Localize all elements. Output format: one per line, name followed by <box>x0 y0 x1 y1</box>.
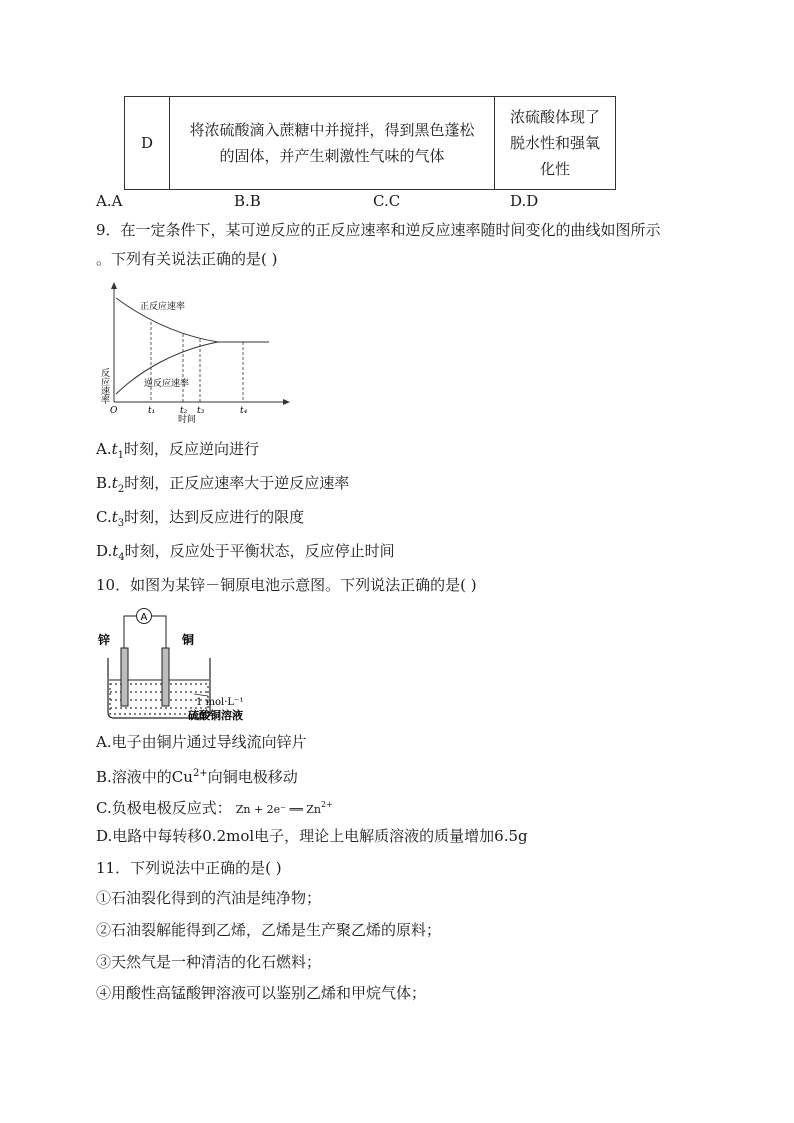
option-text: 向铜电极移动 <box>207 768 298 786</box>
tick-t2: t₂ <box>180 406 188 416</box>
time-subscript: 4 <box>118 552 125 563</box>
option-text: 时刻，反应逆向进行 <box>124 440 260 458</box>
ion-charge: 2+ <box>192 768 208 779</box>
x-axis-label: 时间 <box>178 415 197 424</box>
galvanic-cell-diagram <box>96 604 266 722</box>
option-text: 时刻，反应处于平衡状态，反应停止时间 <box>124 542 395 560</box>
tick-t4: t₄ <box>240 406 248 416</box>
ion-charge: 2+ <box>320 800 333 809</box>
leader-line <box>194 694 208 696</box>
option-prefix: B. <box>96 474 112 492</box>
q9-stem-line-1: 9．在一定条件下，某可逆反应的正反应速率和逆反应速率随时间变化的曲线如图所示 <box>96 221 661 239</box>
ammeter-label: A <box>140 612 148 623</box>
choice-b: B.B <box>234 192 261 210</box>
option-table <box>124 96 616 190</box>
q10-option-b <box>96 764 298 787</box>
option-text: B.溶液中的Cu <box>96 768 193 786</box>
forward-rate-label: 正反应速率 <box>140 302 186 312</box>
q11-item-3: ③天然气是一种清洁的化石燃料； <box>96 953 322 971</box>
origin-label: O <box>110 406 118 416</box>
q9-option-d <box>96 541 395 568</box>
equation: Zn + 2e⁻ ══ Zn <box>235 803 321 816</box>
q9-stem-line-2: 。下列有关说法正确的是( ) <box>96 250 278 268</box>
operation-line-1: 将浓硫酸滴入蔗糖中并搅拌，得到黑色蓬松 <box>189 121 475 139</box>
x-axis-arrow <box>283 399 290 405</box>
q9-option-b <box>96 473 349 500</box>
copper-label: 铜 <box>182 633 195 647</box>
wire-left <box>124 616 136 648</box>
option-text: C.负极电极反应式： <box>96 799 232 817</box>
forward-rate-curve <box>116 298 269 342</box>
tick-t1: t₁ <box>148 406 156 416</box>
option-text: 时刻，达到反应进行的限度 <box>124 508 305 526</box>
y-axis-label: 反应速率 <box>99 368 109 404</box>
q10-stem: 10．如图为某锌－铜原电池示意图。下列说法正确的是( ) <box>96 576 477 594</box>
zinc-label: 锌 <box>98 633 111 647</box>
tick-t3: t₃ <box>197 406 205 416</box>
reverse-rate-label: 逆反应速率 <box>144 379 190 389</box>
q11-item-4: ④用酸性高锰酸钾溶液可以鉴别乙烯和甲烷气体； <box>96 984 427 1002</box>
table-cell-label: D <box>125 97 170 190</box>
time-subscript: 3 <box>117 518 125 529</box>
wire-right <box>152 616 166 648</box>
zinc-electrode <box>121 648 128 706</box>
q11-item-1: ①石油裂化得到的汽油是纯净物； <box>96 889 322 907</box>
time-symbol: t <box>111 508 118 526</box>
choice-c: C.C <box>373 192 401 210</box>
time-subscript: 2 <box>117 484 125 495</box>
q11-item-2: ②石油裂解能得到乙烯，乙烯是生产聚乙烯的原料； <box>96 921 442 939</box>
solution-label: 硫酸铜溶液 <box>188 709 243 722</box>
option-prefix: D. <box>96 542 113 560</box>
q9-option-a <box>96 439 259 466</box>
operation-line-2: 的固体，并产生刺激性气味的气体 <box>219 147 445 165</box>
q10-option-c <box>96 795 333 820</box>
time-symbol: t <box>111 474 118 492</box>
option-prefix: C. <box>96 508 112 526</box>
conclusion-line-2: 脱水性和强氧 <box>509 134 600 152</box>
copper-electrode <box>162 648 169 706</box>
table-cell-operation <box>170 97 495 190</box>
conclusion-line-1: 浓硫酸体现了 <box>509 108 600 126</box>
table-cell-conclusion <box>495 97 616 190</box>
y-axis-arrow <box>111 282 117 289</box>
q11-stem: 11．下列说法中正确的是( ) <box>96 859 282 877</box>
concentration-label: 1 mol·L⁻¹ <box>196 697 244 708</box>
choice-a: A.A <box>96 192 123 210</box>
option-text: 时刻，正反应速率大于逆反应速率 <box>124 474 350 492</box>
conclusion-line-3: 化性 <box>539 160 570 178</box>
q10-option-a: A.电子由铜片通过导线流向锌片 <box>96 733 307 751</box>
rate-time-graph <box>96 282 296 424</box>
table-row <box>125 97 616 190</box>
time-symbol: t <box>111 440 118 458</box>
time-symbol: t <box>112 542 119 560</box>
time-subscript: 1 <box>117 450 125 461</box>
q10-option-d: D.电路中每转移0.2mol电子，理论上电解质溶液的质量增加6.5g <box>96 827 528 845</box>
option-prefix: A. <box>96 440 112 458</box>
choice-d: D.D <box>510 192 539 210</box>
q9-option-c <box>96 507 304 534</box>
